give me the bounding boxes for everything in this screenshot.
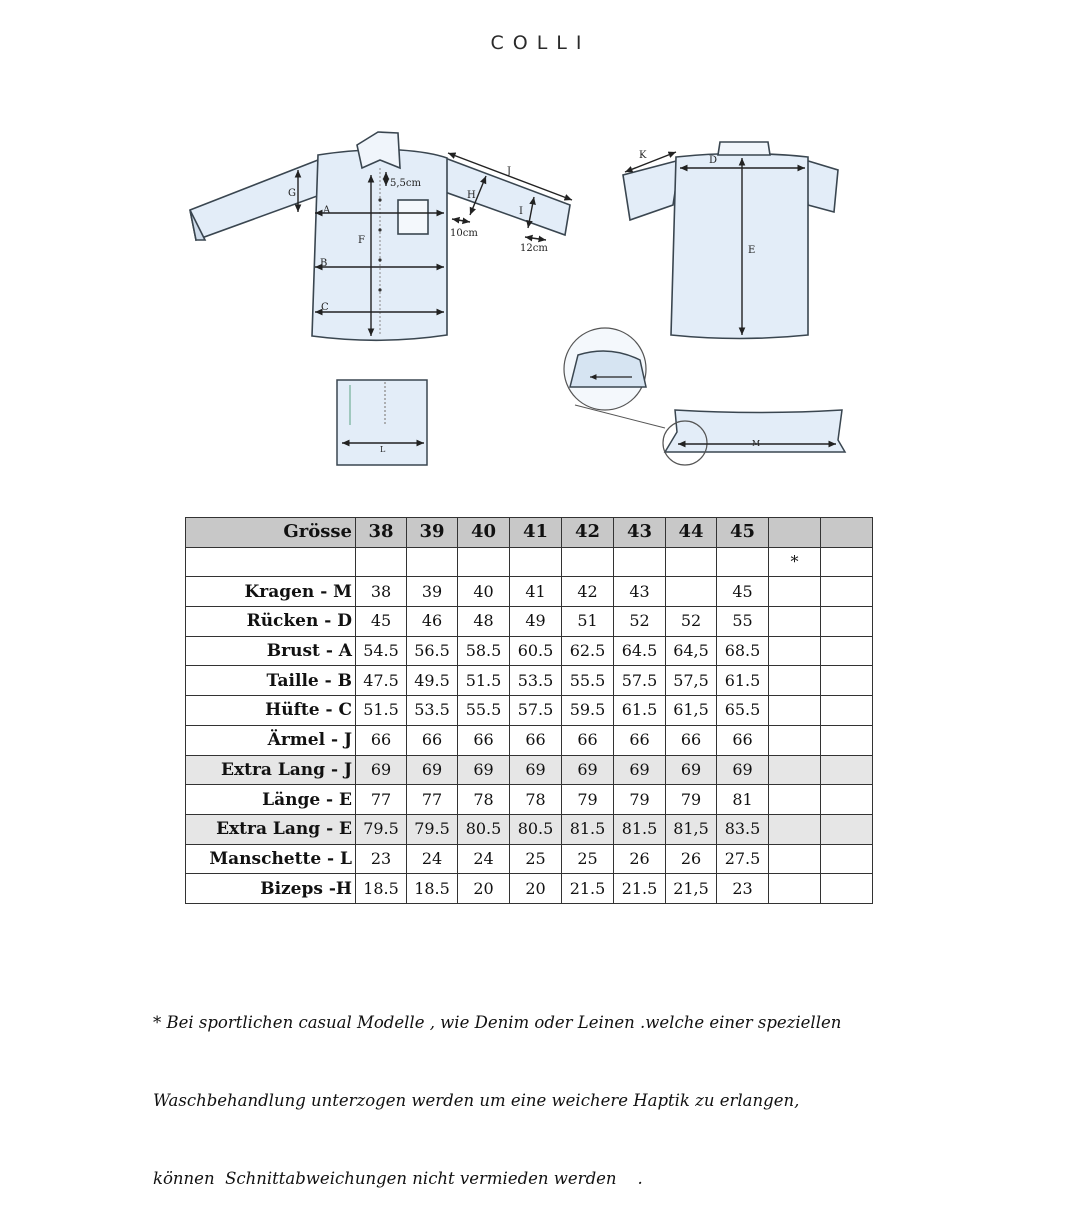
table-row bbox=[186, 636, 873, 666]
table-cell: 79 bbox=[666, 785, 717, 815]
size-table-body bbox=[186, 518, 873, 904]
table-cell: 66 bbox=[356, 725, 407, 755]
table-cell bbox=[769, 814, 821, 844]
table-cell bbox=[769, 785, 821, 815]
table-cell: 78 bbox=[458, 785, 510, 815]
table-cell: 66 bbox=[717, 725, 769, 755]
table-cell bbox=[821, 785, 873, 815]
table-cell: 43 bbox=[614, 518, 666, 548]
table-cell: 41 bbox=[510, 518, 562, 548]
table-cell: 64.5 bbox=[614, 636, 666, 666]
table-cell: 60.5 bbox=[510, 636, 562, 666]
footnote-line: können Schnittabweichungen nicht vermieden werden . bbox=[153, 1169, 643, 1188]
table-cell: 25 bbox=[562, 844, 614, 874]
table-cell: 56.5 bbox=[407, 636, 458, 666]
table-cell: 80.5 bbox=[510, 814, 562, 844]
table-cell: 46 bbox=[407, 607, 458, 637]
table-cell bbox=[821, 607, 873, 637]
table-cell bbox=[769, 607, 821, 637]
label-l: L bbox=[380, 445, 386, 454]
table-cell: 57.5 bbox=[510, 696, 562, 726]
table-cell: 55.5 bbox=[458, 696, 510, 726]
row-label: Grösse bbox=[186, 518, 356, 548]
table-cell bbox=[821, 666, 873, 696]
table-cell: 27.5 bbox=[717, 844, 769, 874]
table-cell bbox=[821, 577, 873, 607]
table-row bbox=[186, 666, 873, 696]
table-cell bbox=[666, 577, 717, 607]
label-g: G bbox=[288, 188, 296, 199]
table-cell bbox=[821, 518, 873, 548]
row-label: Brust - A bbox=[186, 636, 356, 666]
table-cell: 52 bbox=[614, 607, 666, 637]
label-j: J bbox=[507, 166, 512, 177]
table-row bbox=[186, 696, 873, 726]
table-cell: 26 bbox=[614, 844, 666, 874]
table-cell: 59.5 bbox=[562, 696, 614, 726]
table-blank-row bbox=[186, 547, 873, 577]
table-header-row bbox=[186, 518, 873, 548]
table-cell: 26 bbox=[666, 844, 717, 874]
table-cell: 20 bbox=[458, 874, 510, 904]
label-f: F bbox=[358, 235, 365, 246]
label-e: E bbox=[748, 245, 756, 256]
row-label: Länge - E bbox=[186, 785, 356, 815]
table-cell: 66 bbox=[666, 725, 717, 755]
table-cell: 21,5 bbox=[666, 874, 717, 904]
table-cell: 21.5 bbox=[614, 874, 666, 904]
table-cell: 78 bbox=[510, 785, 562, 815]
table-cell: 38 bbox=[356, 577, 407, 607]
table-cell: 66 bbox=[614, 725, 666, 755]
table-cell bbox=[769, 636, 821, 666]
table-cell: 81,5 bbox=[666, 814, 717, 844]
table-cell: 66 bbox=[510, 725, 562, 755]
row-label: Bizeps -H bbox=[186, 874, 356, 904]
table-cell: 65.5 bbox=[717, 696, 769, 726]
table-cell bbox=[614, 547, 666, 577]
table-cell: 69 bbox=[407, 755, 458, 785]
table-cell: 53.5 bbox=[407, 696, 458, 726]
label-h: H bbox=[467, 190, 476, 201]
table-cell bbox=[769, 577, 821, 607]
table-cell: 81.5 bbox=[614, 814, 666, 844]
footnote-line: Waschbehandlung unterzogen werden um eine weichere Haptik zu erlangen, bbox=[153, 1091, 800, 1110]
label-m: M bbox=[752, 439, 761, 448]
brand-logo: COLLI bbox=[490, 32, 591, 54]
table-cell: 23 bbox=[717, 874, 769, 904]
row-label: Rücken - D bbox=[186, 607, 356, 637]
table-cell: 69 bbox=[458, 755, 510, 785]
label-d: D bbox=[709, 155, 718, 166]
table-cell: 18.5 bbox=[407, 874, 458, 904]
table-row bbox=[186, 874, 873, 904]
label-cuff-dim-2: 12cm bbox=[520, 243, 548, 254]
table-row bbox=[186, 844, 873, 874]
table-cell: 39 bbox=[407, 577, 458, 607]
table-cell bbox=[821, 844, 873, 874]
row-label: Extra Lang - E bbox=[186, 814, 356, 844]
table-cell: 57.5 bbox=[614, 666, 666, 696]
table-cell: 62.5 bbox=[562, 636, 614, 666]
table-cell: 66 bbox=[407, 725, 458, 755]
table-cell bbox=[769, 696, 821, 726]
table-cell: 45 bbox=[356, 607, 407, 637]
table-row bbox=[186, 814, 873, 844]
row-label: Manschette - L bbox=[186, 844, 356, 874]
table-cell: 69 bbox=[356, 755, 407, 785]
table-cell: 45 bbox=[717, 577, 769, 607]
label-k: K bbox=[639, 150, 647, 161]
table-cell: 49.5 bbox=[407, 666, 458, 696]
table-cell: 21.5 bbox=[562, 874, 614, 904]
table-cell: 79 bbox=[614, 785, 666, 815]
table-cell: 18.5 bbox=[356, 874, 407, 904]
table-cell: 45 bbox=[717, 518, 769, 548]
table-cell: 40 bbox=[458, 518, 510, 548]
table-cell: 58.5 bbox=[458, 636, 510, 666]
table-cell: 48 bbox=[458, 607, 510, 637]
label-i: I bbox=[519, 206, 523, 217]
table-row bbox=[186, 785, 873, 815]
table-cell: 41 bbox=[510, 577, 562, 607]
table-cell: 47.5 bbox=[356, 666, 407, 696]
table-cell bbox=[821, 547, 873, 577]
table-cell bbox=[769, 874, 821, 904]
table-cell: 39 bbox=[407, 518, 458, 548]
label-collar-dim: 5,5cm bbox=[390, 178, 421, 189]
table-cell bbox=[407, 547, 458, 577]
table-cell bbox=[769, 666, 821, 696]
table-cell: 69 bbox=[510, 755, 562, 785]
size-table bbox=[185, 517, 873, 904]
table-cell: 69 bbox=[562, 755, 614, 785]
table-cell: 42 bbox=[562, 577, 614, 607]
table-cell bbox=[510, 547, 562, 577]
label-cuff-dim-1: 10cm bbox=[450, 228, 478, 239]
table-cell: 49 bbox=[510, 607, 562, 637]
table-cell: 64,5 bbox=[666, 636, 717, 666]
table-cell bbox=[821, 874, 873, 904]
table-cell: 43 bbox=[614, 577, 666, 607]
table-cell: 24 bbox=[407, 844, 458, 874]
row-label: Ärmel - J bbox=[186, 725, 356, 755]
table-cell: 80.5 bbox=[458, 814, 510, 844]
back-shirt-illustration bbox=[623, 142, 838, 339]
table-cell: 25 bbox=[510, 844, 562, 874]
row-label: Taille - B bbox=[186, 666, 356, 696]
table-cell: 81 bbox=[717, 785, 769, 815]
table-cell: 61,5 bbox=[666, 696, 717, 726]
table-cell: 24 bbox=[458, 844, 510, 874]
table-cell bbox=[717, 547, 769, 577]
row-label: Extra Lang - J bbox=[186, 755, 356, 785]
table-cell bbox=[666, 547, 717, 577]
table-cell: 66 bbox=[562, 725, 614, 755]
table-cell: 77 bbox=[407, 785, 458, 815]
table-cell bbox=[769, 844, 821, 874]
table-cell bbox=[821, 636, 873, 666]
table-cell: 55.5 bbox=[562, 666, 614, 696]
table-cell: 61.5 bbox=[717, 666, 769, 696]
table-cell: 51.5 bbox=[356, 696, 407, 726]
row-label bbox=[186, 547, 356, 577]
label-b: B bbox=[320, 258, 328, 269]
table-row bbox=[186, 607, 873, 637]
table-cell: 79.5 bbox=[407, 814, 458, 844]
table-cell: 79.5 bbox=[356, 814, 407, 844]
table-cell: * bbox=[769, 547, 821, 577]
table-cell bbox=[821, 725, 873, 755]
table-cell: 52 bbox=[666, 607, 717, 637]
table-cell: 44 bbox=[666, 518, 717, 548]
table-cell bbox=[562, 547, 614, 577]
table-cell: 51 bbox=[562, 607, 614, 637]
table-cell: 40 bbox=[458, 577, 510, 607]
table-cell bbox=[769, 518, 821, 548]
table-cell: 81.5 bbox=[562, 814, 614, 844]
footnote-line: * Bei sportlichen casual Modelle , wie Denim oder Leinen .welche einer speziellen bbox=[153, 1013, 842, 1032]
table-cell bbox=[458, 547, 510, 577]
table-cell: 53.5 bbox=[510, 666, 562, 696]
table-cell: 54.5 bbox=[356, 636, 407, 666]
label-c: C bbox=[321, 302, 329, 313]
table-cell: 23 bbox=[356, 844, 407, 874]
table-cell: 69 bbox=[614, 755, 666, 785]
table-cell bbox=[356, 547, 407, 577]
table-cell: 79 bbox=[562, 785, 614, 815]
table-cell: 66 bbox=[458, 725, 510, 755]
row-label: Hüfte - C bbox=[186, 696, 356, 726]
table-cell: 42 bbox=[562, 518, 614, 548]
table-row bbox=[186, 577, 873, 607]
table-cell: 57,5 bbox=[666, 666, 717, 696]
table-cell bbox=[821, 696, 873, 726]
footnote bbox=[153, 958, 953, 1218]
table-cell: 38 bbox=[356, 518, 407, 548]
table-cell: 77 bbox=[356, 785, 407, 815]
table-cell bbox=[769, 725, 821, 755]
table-cell: 69 bbox=[666, 755, 717, 785]
table-cell bbox=[821, 755, 873, 785]
label-a: A bbox=[323, 205, 331, 216]
table-cell: 55 bbox=[717, 607, 769, 637]
table-row bbox=[186, 755, 873, 785]
table-cell bbox=[769, 755, 821, 785]
table-cell: 83.5 bbox=[717, 814, 769, 844]
table-cell: 20 bbox=[510, 874, 562, 904]
table-cell: 69 bbox=[717, 755, 769, 785]
table-cell: 51.5 bbox=[458, 666, 510, 696]
shirt-measurement-diagram bbox=[0, 0, 1081, 500]
table-cell: 68.5 bbox=[717, 636, 769, 666]
table-row bbox=[186, 725, 873, 755]
row-label: Kragen - M bbox=[186, 577, 356, 607]
table-cell bbox=[821, 814, 873, 844]
table-cell: 61.5 bbox=[614, 696, 666, 726]
